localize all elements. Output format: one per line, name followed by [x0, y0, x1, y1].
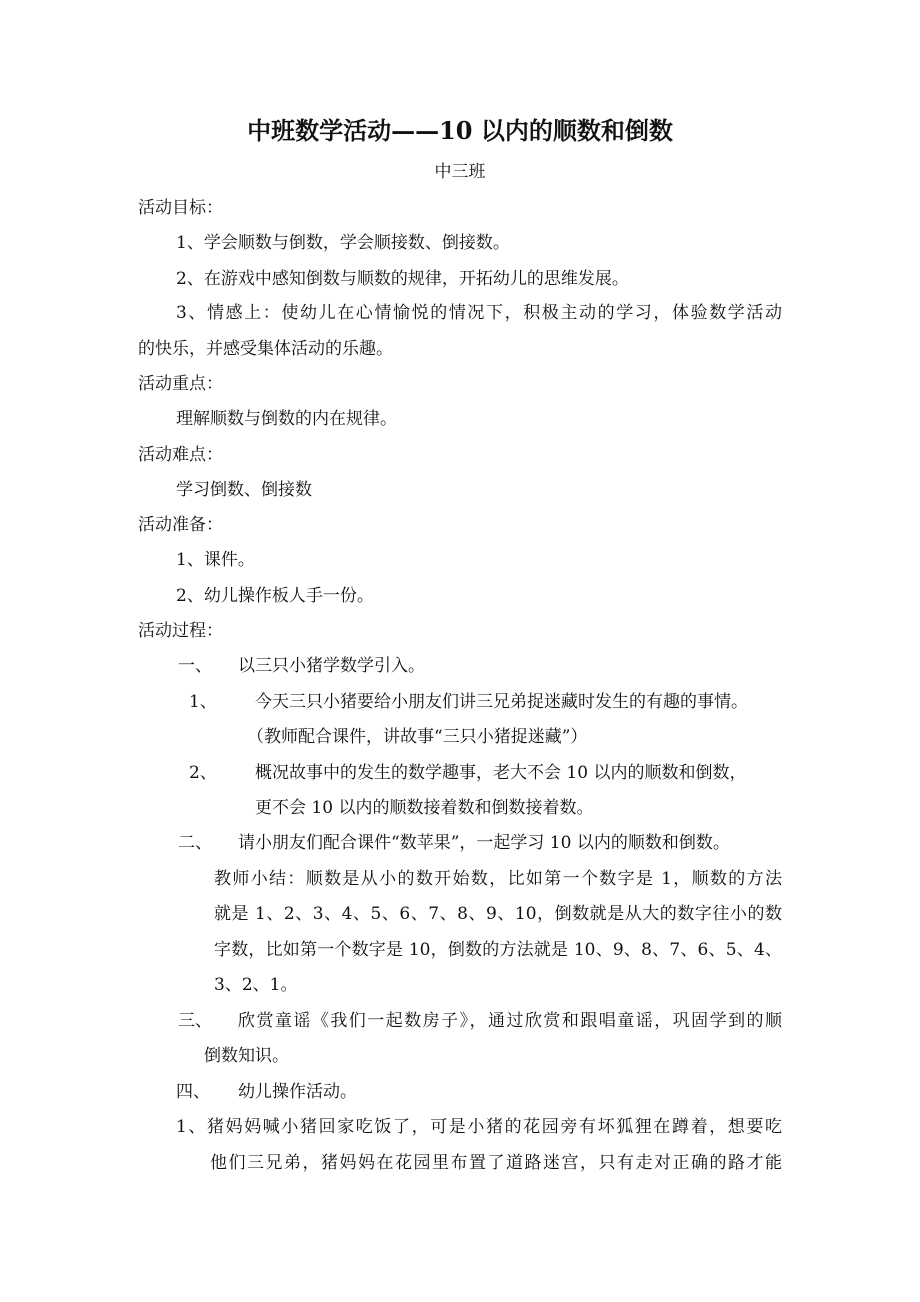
- part-3-number: 三、: [178, 1011, 212, 1031]
- part-1-number: 一、: [178, 656, 212, 676]
- part-4-item-1-line-1: 1、猪妈妈喊小猪回家吃饭了，可是小猪的花园旁有坏狐狸在蹲着，想要吃: [176, 1117, 782, 1137]
- part-1-sub-2-line-2: 更不会 10 以内的顺数接着数和倒数接着数。: [255, 798, 594, 818]
- part-4-text: 幼儿操作活动。: [238, 1082, 357, 1102]
- part-2-summary-line-4: 3、2、1。: [214, 975, 298, 995]
- part-2-summary-line-1: 教师小结：顺数是从小的数开始数，比如第一个数字是 1，顺数的方法: [214, 869, 782, 889]
- part-1-sub-1-line-1: 今天三只小猪要给小朋友们讲三兄弟捉迷藏时发生的有趣的事情。: [255, 692, 748, 712]
- process-heading: 活动过程：: [138, 621, 223, 641]
- difficulty-heading: 活动难点：: [138, 445, 223, 465]
- key-point-text: 理解顺数与倒数的内在规律。: [176, 409, 397, 429]
- part-1-sub-2-line-1: 概况故事中的发生的数学趣事，老大不会 10 以内的顺数和倒数，: [255, 763, 747, 783]
- part-2-summary-line-3: 字数，比如第一个数字是 10，倒数的方法就是 10、9、8、7、6、5、4、: [214, 940, 782, 960]
- preparation-item-2: 2、幼儿操作板人手一份。: [176, 586, 374, 606]
- goal-item-2: 2、在游戏中感知倒数与顺数的规律，开拓幼儿的思维发展。: [176, 269, 629, 289]
- part-1-sub-1-line-2: （教师配合课件，讲故事“三只小猪捉迷藏”）: [247, 727, 588, 747]
- part-1-sub-2-number: 2、: [189, 763, 217, 783]
- part-3-line-2: 倒数知识。: [204, 1046, 289, 1066]
- part-2-number: 二、: [178, 833, 212, 853]
- part-3-line-1: 欣赏童谣《我们一起数房子》，通过欣赏和跟唱童谣，巩固学到的顺: [238, 1011, 782, 1031]
- part-2-text: 请小朋友们配合课件“数苹果”，一起学习 10 以内的顺数和倒数。: [238, 833, 730, 853]
- part-4-number: 四、: [176, 1082, 210, 1102]
- part-1-sub-1-number: 1、: [189, 692, 217, 712]
- part-1-text: 以三只小猪学数学引入。: [238, 656, 425, 676]
- class-name: 中三班: [434, 162, 486, 182]
- preparation-heading: 活动准备：: [138, 515, 223, 535]
- document-title: 中班数学活动——10 以内的顺数和倒数: [247, 116, 673, 145]
- difficulty-text: 学习倒数、倒接数: [176, 480, 312, 500]
- goal-item-3-line-1: 3、情感上：使幼儿在心情愉悦的情况下，积极主动的学习，体验数学活动: [176, 303, 782, 323]
- goals-heading: 活动目标：: [138, 198, 223, 218]
- part-2-summary-line-2: 就是 1、2、3、4、5、6、7、8、9、10，倒数就是从大的数字往小的数: [214, 904, 782, 924]
- part-4-item-1-line-2: 他们三兄弟，猪妈妈在花园里布置了道路迷宫，只有走对正确的路才能: [210, 1153, 782, 1173]
- goal-item-1: 1、学会顺数与倒数，学会顺接数、倒接数。: [176, 233, 510, 253]
- preparation-item-1: 1、课件。: [176, 550, 255, 570]
- goal-item-3-line-2: 的快乐，并感受集体活动的乐趣。: [138, 339, 393, 359]
- key-point-heading: 活动重点：: [138, 374, 223, 394]
